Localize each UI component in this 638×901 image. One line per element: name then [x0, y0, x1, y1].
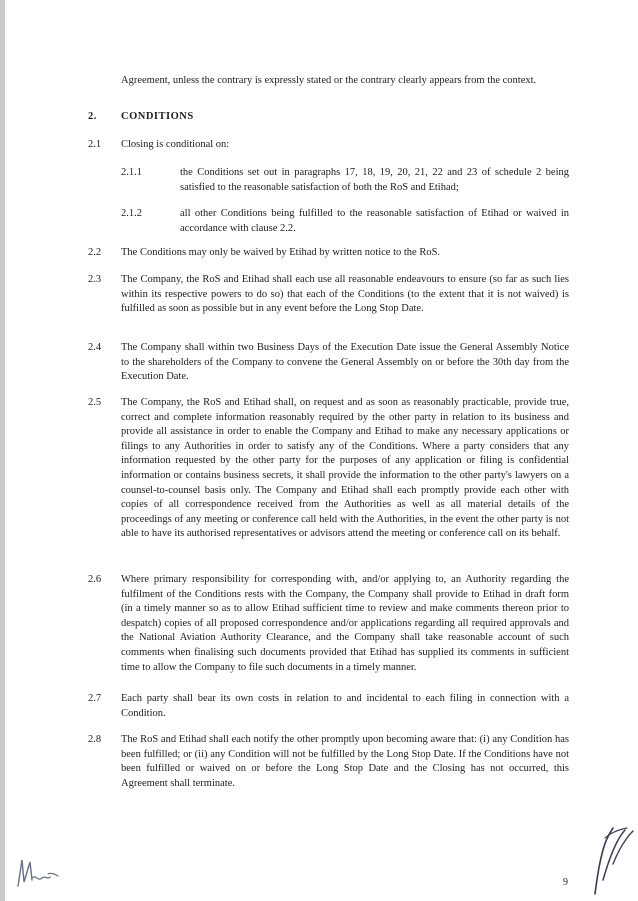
clause-text: Where primary responsibility for corresponding with, and/or applying to, an Authority regarding the fulfilment of the Conditions rests with the Company, the Company shall provide to Etihad in draft form (in a timely manner so as to allow Etihad sufficient time to review and make comments thereon prior to despatch) copies of all proposed correspondence and/or applications regarding all required approvals and the National Aviation Authority Clearance, and the Company shall take reasonable account of such comments when finalising such documents provided that Etihad has supplied its comments in sufficient time to allow the Company to file such documents in a timely manner. [121, 574, 569, 673]
subclause-number: 2.1.1 [121, 167, 142, 178]
initials-signature-right [583, 820, 637, 900]
clause-number: 2.7 [88, 693, 102, 704]
clause-number: 2.8 [88, 734, 102, 745]
section-title: CONDITIONS [121, 111, 194, 122]
clause-text: The RoS and Etihad shall each notify the other promptly upon becoming aware that: (i) any Condition has been fulfilled; or (ii) any Condition will not be fulfilled by the Long Stop Date. If the Conditions have not been fulfilled or waived on or before the Long Stop Date and the Closing has not occurred, this Agreement shall terminate. [121, 734, 569, 789]
subclause-text: all other Conditions being fulfilled to the reasonable satisfaction of Etihad or waived in accordance with clause 2.2. [180, 208, 569, 234]
scan-edge [0, 0, 5, 901]
clause-number: 2.3 [88, 274, 102, 285]
clause-text: Each party shall bear its own costs in relation to and incidental to each filing in connection with a Condition. [121, 693, 569, 719]
clause-number: 2.1 [88, 139, 102, 150]
clause-text: The Company shall within two Business Days of the Execution Date issue the General Assembly Notice to the shareholders of the Company to convene the General Assembly on or before the 30th day from the Execution Date. [121, 342, 569, 383]
clause-number: 2.6 [88, 574, 102, 585]
subclause-text: the Conditions set out in paragraphs 17, 18, 19, 20, 21, 22 and 23 of schedule 2 being satisfied to the reasonable satisfaction of both the RoS and Etihad; [180, 167, 569, 193]
clause-text: The Company, the RoS and Etihad shall each use all reasonable endeavours to ensure (so far as such lies within its respective powers to do so) that each of the Conditions (to the extent that it is not waived) is fulfilled as soon as possible but in any event before the Long Stop Date. [121, 274, 569, 315]
intro-paragraph: Agreement, unless the contrary is expressly stated or the contrary clearly appears from the context. [121, 75, 537, 86]
clause-text: Closing is conditional on: [121, 139, 230, 150]
clause-text: The Conditions may only be waived by Etihad by written notice to the RoS. [121, 247, 441, 258]
page-number: 9 [563, 877, 568, 888]
clause-text: The Company, the RoS and Etihad shall, on request and as soon as reasonably practicable, provide true, correct and complete information reasonably required by the other party in relation to its business and provide all assistance in order to enable the Company and Etihad to make any necessary applications or filings to any Authorities in order to satisfy any of the Conditions. Where a party considers that any information requested by the other party for the purposes of any application or filing is confidential information or contains business secrets, it shall provide the information to the other party's lawyers on a counsel-to-counsel basis only. The Company and Etihad shall each promptly provide each other with copies of all correspondence received from the Authorities as well as all material details of the proceedings of any meeting or conference call held with the Authorities, in the event the other party is not able to have its authorised representatives or advisors attend the meeting or conference call on its behalf. [121, 397, 569, 540]
section-number: 2. [88, 111, 97, 122]
clause-number: 2.5 [88, 397, 102, 408]
initials-signature-left [14, 852, 62, 892]
clause-number: 2.2 [88, 247, 102, 258]
subclause-number: 2.1.2 [121, 208, 142, 219]
clause-number: 2.4 [88, 342, 102, 353]
